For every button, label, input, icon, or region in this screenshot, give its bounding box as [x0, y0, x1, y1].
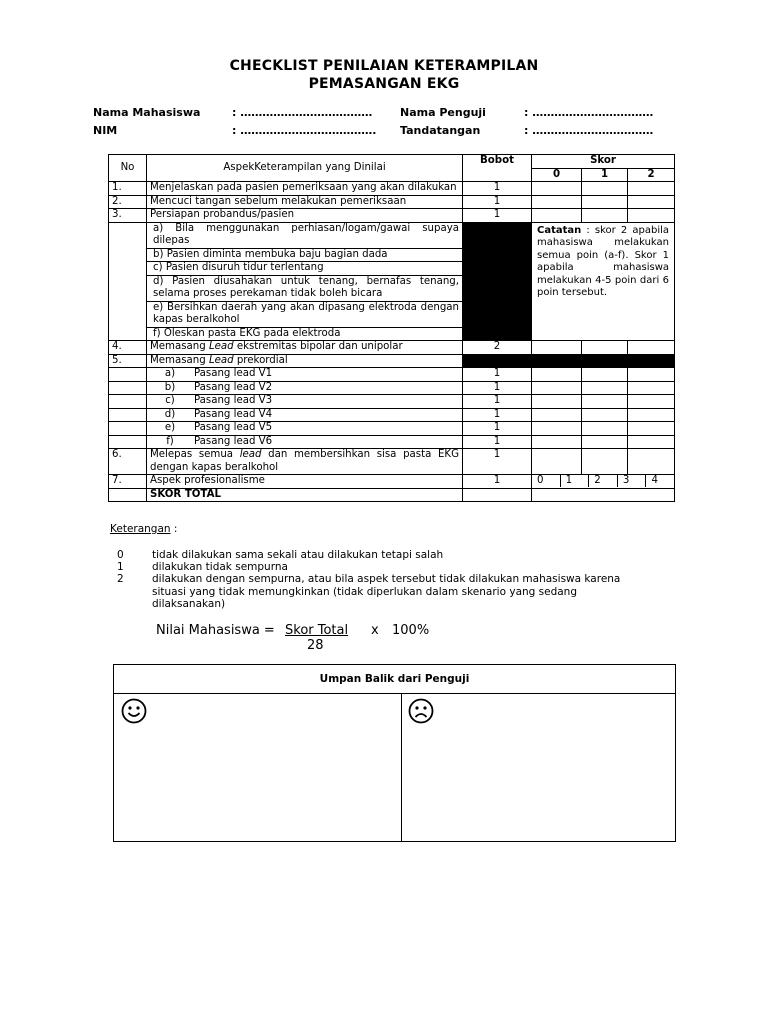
sub-aspect-text: f) Oleskan pasta EKG pada elektroda	[147, 327, 463, 341]
score-option-1[interactable]: 1	[561, 475, 590, 487]
score-option-4[interactable]: 4	[651, 475, 658, 486]
score-cell-2[interactable]	[628, 182, 675, 196]
formula-denominator: 28	[307, 638, 324, 653]
sub-aspect-text: c) Pasang lead V3	[147, 395, 463, 409]
score-cell-2[interactable]	[628, 408, 675, 422]
col-header-aspek: AspekKeterampilan yang Dinilai	[147, 155, 463, 182]
score-cell-0[interactable]	[532, 408, 582, 422]
sub-aspect-text: e) Pasang lead V5	[147, 422, 463, 436]
col-header-no: No	[109, 155, 147, 182]
checklist-table	[108, 154, 675, 502]
table-subrow	[109, 422, 675, 436]
score-cell-0[interactable]	[532, 422, 582, 436]
score-cell-1[interactable]	[582, 341, 628, 355]
row-number-empty	[109, 422, 147, 436]
score-option-2[interactable]: 2	[589, 475, 618, 487]
score-cell-0[interactable]	[532, 449, 582, 475]
table-row	[109, 182, 675, 196]
table-row	[109, 449, 675, 475]
blacked-out-cell	[532, 354, 582, 368]
score-cell-0[interactable]	[532, 368, 582, 382]
score-cell-0[interactable]	[532, 395, 582, 409]
nama-penguji-field[interactable]: : ……………………………	[524, 106, 654, 119]
table-subrow	[109, 381, 675, 395]
smiley-face-icon	[121, 698, 147, 724]
formula-label: Nilai Mahasiswa =	[156, 623, 275, 638]
score-cell-1[interactable]	[582, 182, 628, 196]
keterangan-heading: Keterangan :	[110, 523, 178, 535]
table-row	[109, 475, 675, 489]
sub-aspect-text: d) Pasang lead V4	[147, 408, 463, 422]
note-catatan: Catatan : skor 2 apabila mahasiswa melakukan semua poin (a-f). Skor 1 apabila mahasiswa melakukan 4-5 poin dari 6 poin tersebut.	[532, 222, 675, 341]
blacked-out-cell	[463, 354, 532, 368]
score-cell-2[interactable]	[628, 209, 675, 223]
table-subrow	[109, 222, 675, 248]
keterangan-code-0: 0	[117, 549, 124, 561]
keterangan-text-1: dilakukan tidak sempurna	[152, 561, 288, 573]
score-cell-1[interactable]	[582, 195, 628, 209]
aspect-text: Persiapan probandus/pasien	[147, 209, 463, 223]
row-number: 5.	[109, 354, 147, 368]
col-header-skor-0: 0	[532, 168, 582, 182]
col-header-skor-2: 2	[628, 168, 675, 182]
table-subrow	[109, 408, 675, 422]
aspect-text: Memasang Lead prekordial	[147, 354, 463, 368]
bobot-value: 1	[463, 408, 532, 422]
sub-aspect-text: b) Pasien diminta membuka baju bagian dada	[147, 248, 463, 262]
sub-aspect-text: b) Pasang lead V2	[147, 381, 463, 395]
bobot-value: 1	[463, 381, 532, 395]
score-cell-1[interactable]	[582, 422, 628, 436]
total-bobot-cell	[463, 488, 532, 502]
row-number: 4.	[109, 341, 147, 355]
keterangan-code-2: 2	[117, 573, 124, 585]
nim-field[interactable]: : ……………………………….	[232, 124, 377, 137]
aspect-text: Memasang Lead ekstremitas bipolar dan unipolar	[147, 341, 463, 355]
keterangan-text-2-cont: dilaksanakan)	[152, 598, 226, 610]
row-number: 7.	[109, 475, 147, 489]
row-number-empty	[109, 395, 147, 409]
bobot-value: 1	[463, 195, 532, 209]
row-number-empty	[109, 435, 147, 449]
row-number: 6.	[109, 449, 147, 475]
score-cell-1[interactable]	[582, 209, 628, 223]
nama-mahasiswa-label: Nama Mahasiswa	[93, 106, 201, 119]
bobot-value: 1	[463, 395, 532, 409]
nim-label: NIM	[93, 124, 118, 137]
aspect-text: Menjelaskan pada pasien pemeriksaan yang akan dilakukan	[147, 182, 463, 196]
bobot-value: 1	[463, 182, 532, 196]
score-cell-0[interactable]	[532, 435, 582, 449]
table-subrow	[109, 435, 675, 449]
row-number-empty	[109, 408, 147, 422]
score-cell-2[interactable]	[628, 195, 675, 209]
feedback-positive-area[interactable]	[114, 694, 402, 841]
formula-numerator: Skor Total	[285, 623, 349, 638]
nama-penguji-label: Nama Penguji	[400, 106, 486, 119]
score-cell-2[interactable]	[628, 381, 675, 395]
score-cell-2[interactable]	[628, 449, 675, 475]
aspect-text: Aspek profesionalisme	[147, 475, 463, 489]
row-number: 2.	[109, 195, 147, 209]
score-option-3[interactable]: 3	[618, 475, 647, 487]
keterangan-code-1: 1	[117, 561, 124, 573]
sub-aspect-text: a) Bila menggunakan perhiasan/logam/gawai supaya dilepas	[147, 222, 463, 248]
bobot-value: 1	[463, 475, 532, 489]
row-number: 1.	[109, 182, 147, 196]
row-number-empty	[109, 222, 147, 341]
total-row	[109, 488, 675, 502]
table-subrow	[109, 395, 675, 409]
feedback-negative-area[interactable]	[402, 694, 675, 841]
score-cell-2[interactable]	[628, 395, 675, 409]
score-cell-0[interactable]	[532, 341, 582, 355]
score-cell-0[interactable]	[532, 381, 582, 395]
score-cell-0[interactable]	[532, 195, 582, 209]
score-cell-1[interactable]	[582, 408, 628, 422]
professionalism-score-cell	[532, 475, 675, 489]
score-cell-2[interactable]	[628, 435, 675, 449]
keterangan-text-2: dilakukan dengan sempurna, atau bila aspek tersebut tidak dilakukan mahasiswa karena	[152, 573, 621, 585]
sub-aspect-text: a) Pasang lead V1	[147, 368, 463, 382]
score-cell-1[interactable]	[582, 395, 628, 409]
sub-aspect-text: d) Pasien diusahakan untuk tenang, bernafas tenang, selama proses perekaman tidak boleh bicara	[147, 275, 463, 301]
keterangan-text-2-cont: situasi yang tidak memungkinkan (tidak diperlukan dalam skenario yang sedang	[152, 586, 578, 598]
score-cell-1[interactable]	[582, 381, 628, 395]
col-header-bobot: Bobot	[463, 155, 532, 182]
row-number-empty	[109, 488, 147, 502]
score-cell-1[interactable]	[582, 449, 628, 475]
bobot-value: 1	[463, 449, 532, 475]
score-cell-2[interactable]	[628, 368, 675, 382]
score-option-0[interactable]: 0	[532, 475, 561, 487]
bobot-value: 1	[463, 422, 532, 436]
tandatangan-field[interactable]: : ……………………………	[524, 124, 654, 137]
nama-mahasiswa-field[interactable]: : ………………………………	[232, 106, 373, 119]
sub-aspect-text: c) Pasien disuruh tidur terlentang	[147, 262, 463, 276]
table-row	[109, 195, 675, 209]
blacked-out-cell	[628, 354, 675, 368]
formula-times: x	[371, 623, 379, 638]
score-cell-1[interactable]	[582, 368, 628, 382]
score-cell-2[interactable]	[628, 341, 675, 355]
col-header-skor: Skor	[532, 155, 675, 169]
sub-aspect-text: e) Bersihkan daerah yang akan dipasang elektroda dengan kapas beralkohol	[147, 301, 463, 327]
score-cell-1[interactable]	[582, 435, 628, 449]
row-number-empty	[109, 368, 147, 382]
blacked-out-cell	[463, 222, 532, 341]
formula-percent: 100%	[392, 623, 430, 638]
table-row	[109, 341, 675, 355]
frowning-face-icon	[408, 698, 434, 724]
feedback-header: Umpan Balik dari Penguji	[114, 665, 675, 694]
aspect-text: Melepas semua lead dan membersihkan sisa pasta EKG dengan kapas beralkohol	[147, 449, 463, 475]
document-subtitle: PEMASANGAN EKG	[308, 76, 460, 92]
bobot-value: 1	[463, 209, 532, 223]
score-cell-0[interactable]	[532, 209, 582, 223]
table-subrow	[109, 368, 675, 382]
row-number-empty	[109, 381, 147, 395]
keterangan-text-0: tidak dilakukan sama sekali atau dilakukan tetapi salah	[152, 549, 444, 561]
blacked-out-cell	[582, 354, 628, 368]
total-label: SKOR TOTAL	[147, 488, 463, 502]
aspect-text: Mencuci tangan sebelum melakukan pemeriksaan	[147, 195, 463, 209]
table-row	[109, 354, 675, 368]
feedback-box	[113, 664, 676, 842]
document-title: CHECKLIST PENILAIAN KETERAMPILAN	[229, 58, 539, 74]
bobot-value: 1	[463, 435, 532, 449]
row-number: 3.	[109, 209, 147, 223]
score-cell-2[interactable]	[628, 422, 675, 436]
score-cell-0[interactable]	[532, 182, 582, 196]
col-header-skor-1: 1	[582, 168, 628, 182]
total-score-cell[interactable]	[532, 488, 675, 502]
tandatangan-label: Tandatangan	[400, 124, 481, 137]
sub-aspect-text: f) Pasang lead V6	[147, 435, 463, 449]
table-row	[109, 209, 675, 223]
bobot-value: 1	[463, 368, 532, 382]
bobot-value: 2	[463, 341, 532, 355]
